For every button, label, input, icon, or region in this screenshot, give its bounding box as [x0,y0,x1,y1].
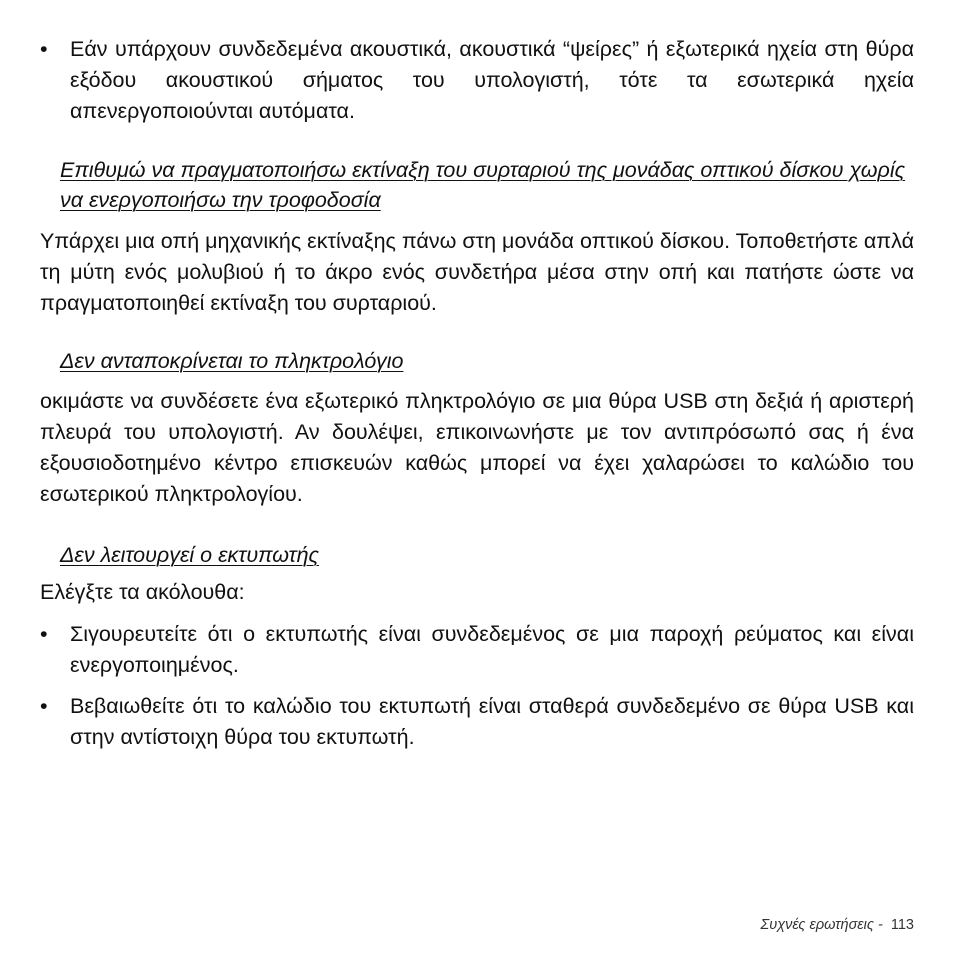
section-body-eject-tray: Υπάρχει μια οπή μηχανικής εκτίναξης πάνω στη μονάδα οπτικού δίσκου. Τοποθετήστε απλά τη μύτη ενός μολυβιού ή το άκρο ενός συνδετήρα μέσα στην οπή και πατήστε ώστε να πραγματοποιηθεί εκτίναξη του συρταριού. [40,229,914,315]
bullet-marker: • [40,622,48,646]
page-number: 113 [890,917,914,933]
section-heading-eject-tray: Επιθυμώ να πραγματοποιήσω εκτίναξη του συρταριού της μονάδας οπτικού δίσκου χωρίς να ενεργοποιήσω την τροφοδοσία [60,158,906,212]
footer-section-title: Συχνές ερωτήσεις - [760,917,887,933]
bullet-marker: • [40,37,48,61]
intro-bullet [40,34,914,127]
section-heading-printer: Δεν λειτουργεί ο εκτυπωτής [60,543,319,567]
page-footer [761,917,914,933]
section-body-printer: Ελέγξτε τα ακόλουθα: [40,580,245,604]
section-body-keyboard: οκιμάστε να συνδέσετε ένα εξωτερικό πληκτρολόγιο σε μια θύρα USB στη δεξιά ή αριστερή πλευρά του υπολογιστή. Αν δουλέψει, επικοινωνήστε με τον αντιπρόσωπό σας ή ένα εξουσιοδοτημένο κέντρο επισκευών καθώς μπορεί να έχει χαλαρώσει το καλώδιο του εσωτερικού πληκτρολογίου. [40,389,914,506]
bullet-marker: • [40,694,48,718]
printer-bullet-power-text: Σιγουρευτείτε ότι ο εκτυπωτής είναι συνδεδεμένος σε μια παροχή ρεύματος και είναι ενεργοποιημένος. [70,622,914,677]
printer-bullet-power [40,619,914,681]
document-page [40,0,914,954]
printer-bullet-cable-text: Βεβαιωθείτε ότι το καλώδιο του εκτυπωτή είναι σταθερά συνδεδεμένο σε θύρα USB και στην αντίστοιχη θύρα του εκτυπωτή. [70,694,914,749]
printer-bullet-cable [40,691,914,753]
section-heading-keyboard: Δεν ανταποκρίνεται το πληκτρολόγιο [60,349,404,373]
intro-bullet-text: Εάν υπάρχουν συνδεδεμένα ακουστικά, ακουστικά “ψείρες” ή εξωτερικά ηχεία στη θύρα εξόδου ακουστικού σήματος του υπολογιστή, τότε τα εσωτερικά ηχεία απενεργοποιούνται αυτόματα. [70,37,914,123]
